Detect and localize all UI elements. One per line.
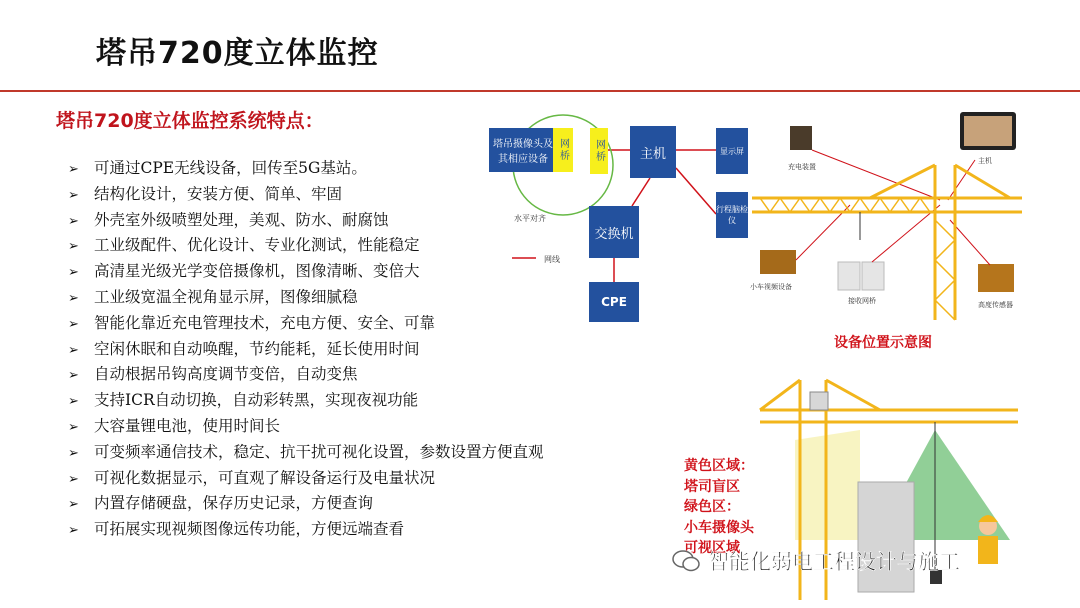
feature-item: ➢ 空闲休眠和自动唤醒，节约能耗，延长使用时间 (68, 337, 638, 363)
arrow-bullet-icon: ➢ (68, 523, 79, 539)
arrow-bullet-icon: ➢ (68, 368, 79, 384)
device-position-caption: 设备位置示意图 (834, 335, 932, 351)
feature-item: ➢ 大容量锂电池，使用时间长 (68, 414, 638, 440)
arrow-bullet-icon: ➢ (68, 471, 79, 487)
feature-item: ➢ 工业级配件、优化设计、专业化测试，性能稳定 (68, 233, 638, 259)
feature-item: ➢ 内置存储硬盘，保存历史记录，方便查询 (68, 491, 638, 517)
feature-item: ➢ 结构化设计，安装方便、简单、牢固 (68, 182, 638, 208)
section-subtitle: 塔吊720度立体监控系统特点： (56, 110, 324, 132)
watermark-text: 智能化弱电工程设计与施工 (708, 550, 960, 574)
feature-item: ➢ 可视化数据显示，可直观了解设备运行及电量状况 (68, 466, 638, 492)
arrow-bullet-icon: ➢ (68, 497, 79, 513)
feature-item: ➢ 可变频率通信技术，稳定、抗干扰可视化设置，参数设置方便直观 (68, 440, 638, 466)
feature-item: ➢ 自动根据吊钩高度调节变倍，自动变焦 (68, 362, 638, 388)
arrow-bullet-icon: ➢ (68, 213, 79, 229)
height-sensor-label: 高度传感器 (978, 301, 1013, 309)
blind-zone-legend: 黄色区域： 塔司盲区 绿色区： 小车摄像头 可视区域 (684, 458, 754, 556)
host-box: 主机 (630, 126, 676, 178)
display-box: 显示屏 (716, 128, 748, 174)
recorder-box: 行程脑检仪 (716, 192, 748, 238)
arrow-bullet-icon: ➢ (68, 187, 79, 203)
arrow-bullet-icon: ➢ (68, 445, 79, 461)
receiver-bridge-label: 接收网桥 (848, 297, 876, 305)
feature-item: ➢ 高清星光级光学变倍摄像机，图像清晰、变倍大 (68, 259, 638, 285)
arrow-bullet-icon: ➢ (68, 316, 79, 332)
arrow-bullet-icon: ➢ (68, 290, 79, 306)
feature-item: ➢ 支持ICR自动切换，自动彩转黑，实现夜视功能 (68, 388, 638, 414)
feature-item: ➢ 可拓展实现视频图像远传功能，方便远端查看 (68, 517, 638, 543)
feature-item: ➢ 智能化靠近充电管理技术，充电方便、安全、可靠 (68, 311, 638, 337)
arrow-bullet-icon: ➢ (68, 419, 79, 435)
level-note: 水平对齐 (514, 214, 546, 223)
wechat-icon (672, 550, 700, 572)
switch-box: 交换机 (589, 206, 639, 258)
bridge-box-1: 网桥 (553, 128, 573, 172)
page-title: 塔吊720度立体监控 (96, 36, 379, 71)
arrow-bullet-icon: ➢ (68, 239, 79, 255)
cable-note: 网线 (544, 255, 560, 264)
feature-item: ➢ 可通过CPE无线设备，回传至5G基站。 (68, 156, 638, 182)
watermark (672, 546, 960, 576)
feature-item: ➢ 外壳室外级喷塑处理，美观、防水、耐腐蚀 (68, 208, 638, 234)
feature-item: ➢ 工业级宽温全视角显示屏，图像细腻稳 (68, 285, 638, 311)
arrow-bullet-icon: ➢ (68, 394, 79, 410)
charger-label: 充电装置 (788, 163, 816, 171)
arrow-bullet-icon: ➢ (68, 162, 79, 177)
cpe-box: CPE (589, 282, 639, 322)
camera-equipment-box: 塔吊摄像头及其相应设备 (489, 128, 557, 172)
host-device-label: 主机 (978, 157, 992, 165)
arrow-bullet-icon: ➢ (68, 342, 79, 358)
trolley-camera-label: 小车视频设备 (750, 283, 792, 291)
arrow-bullet-icon: ➢ (68, 265, 79, 281)
bridge-box-2: 网桥 (590, 128, 608, 174)
